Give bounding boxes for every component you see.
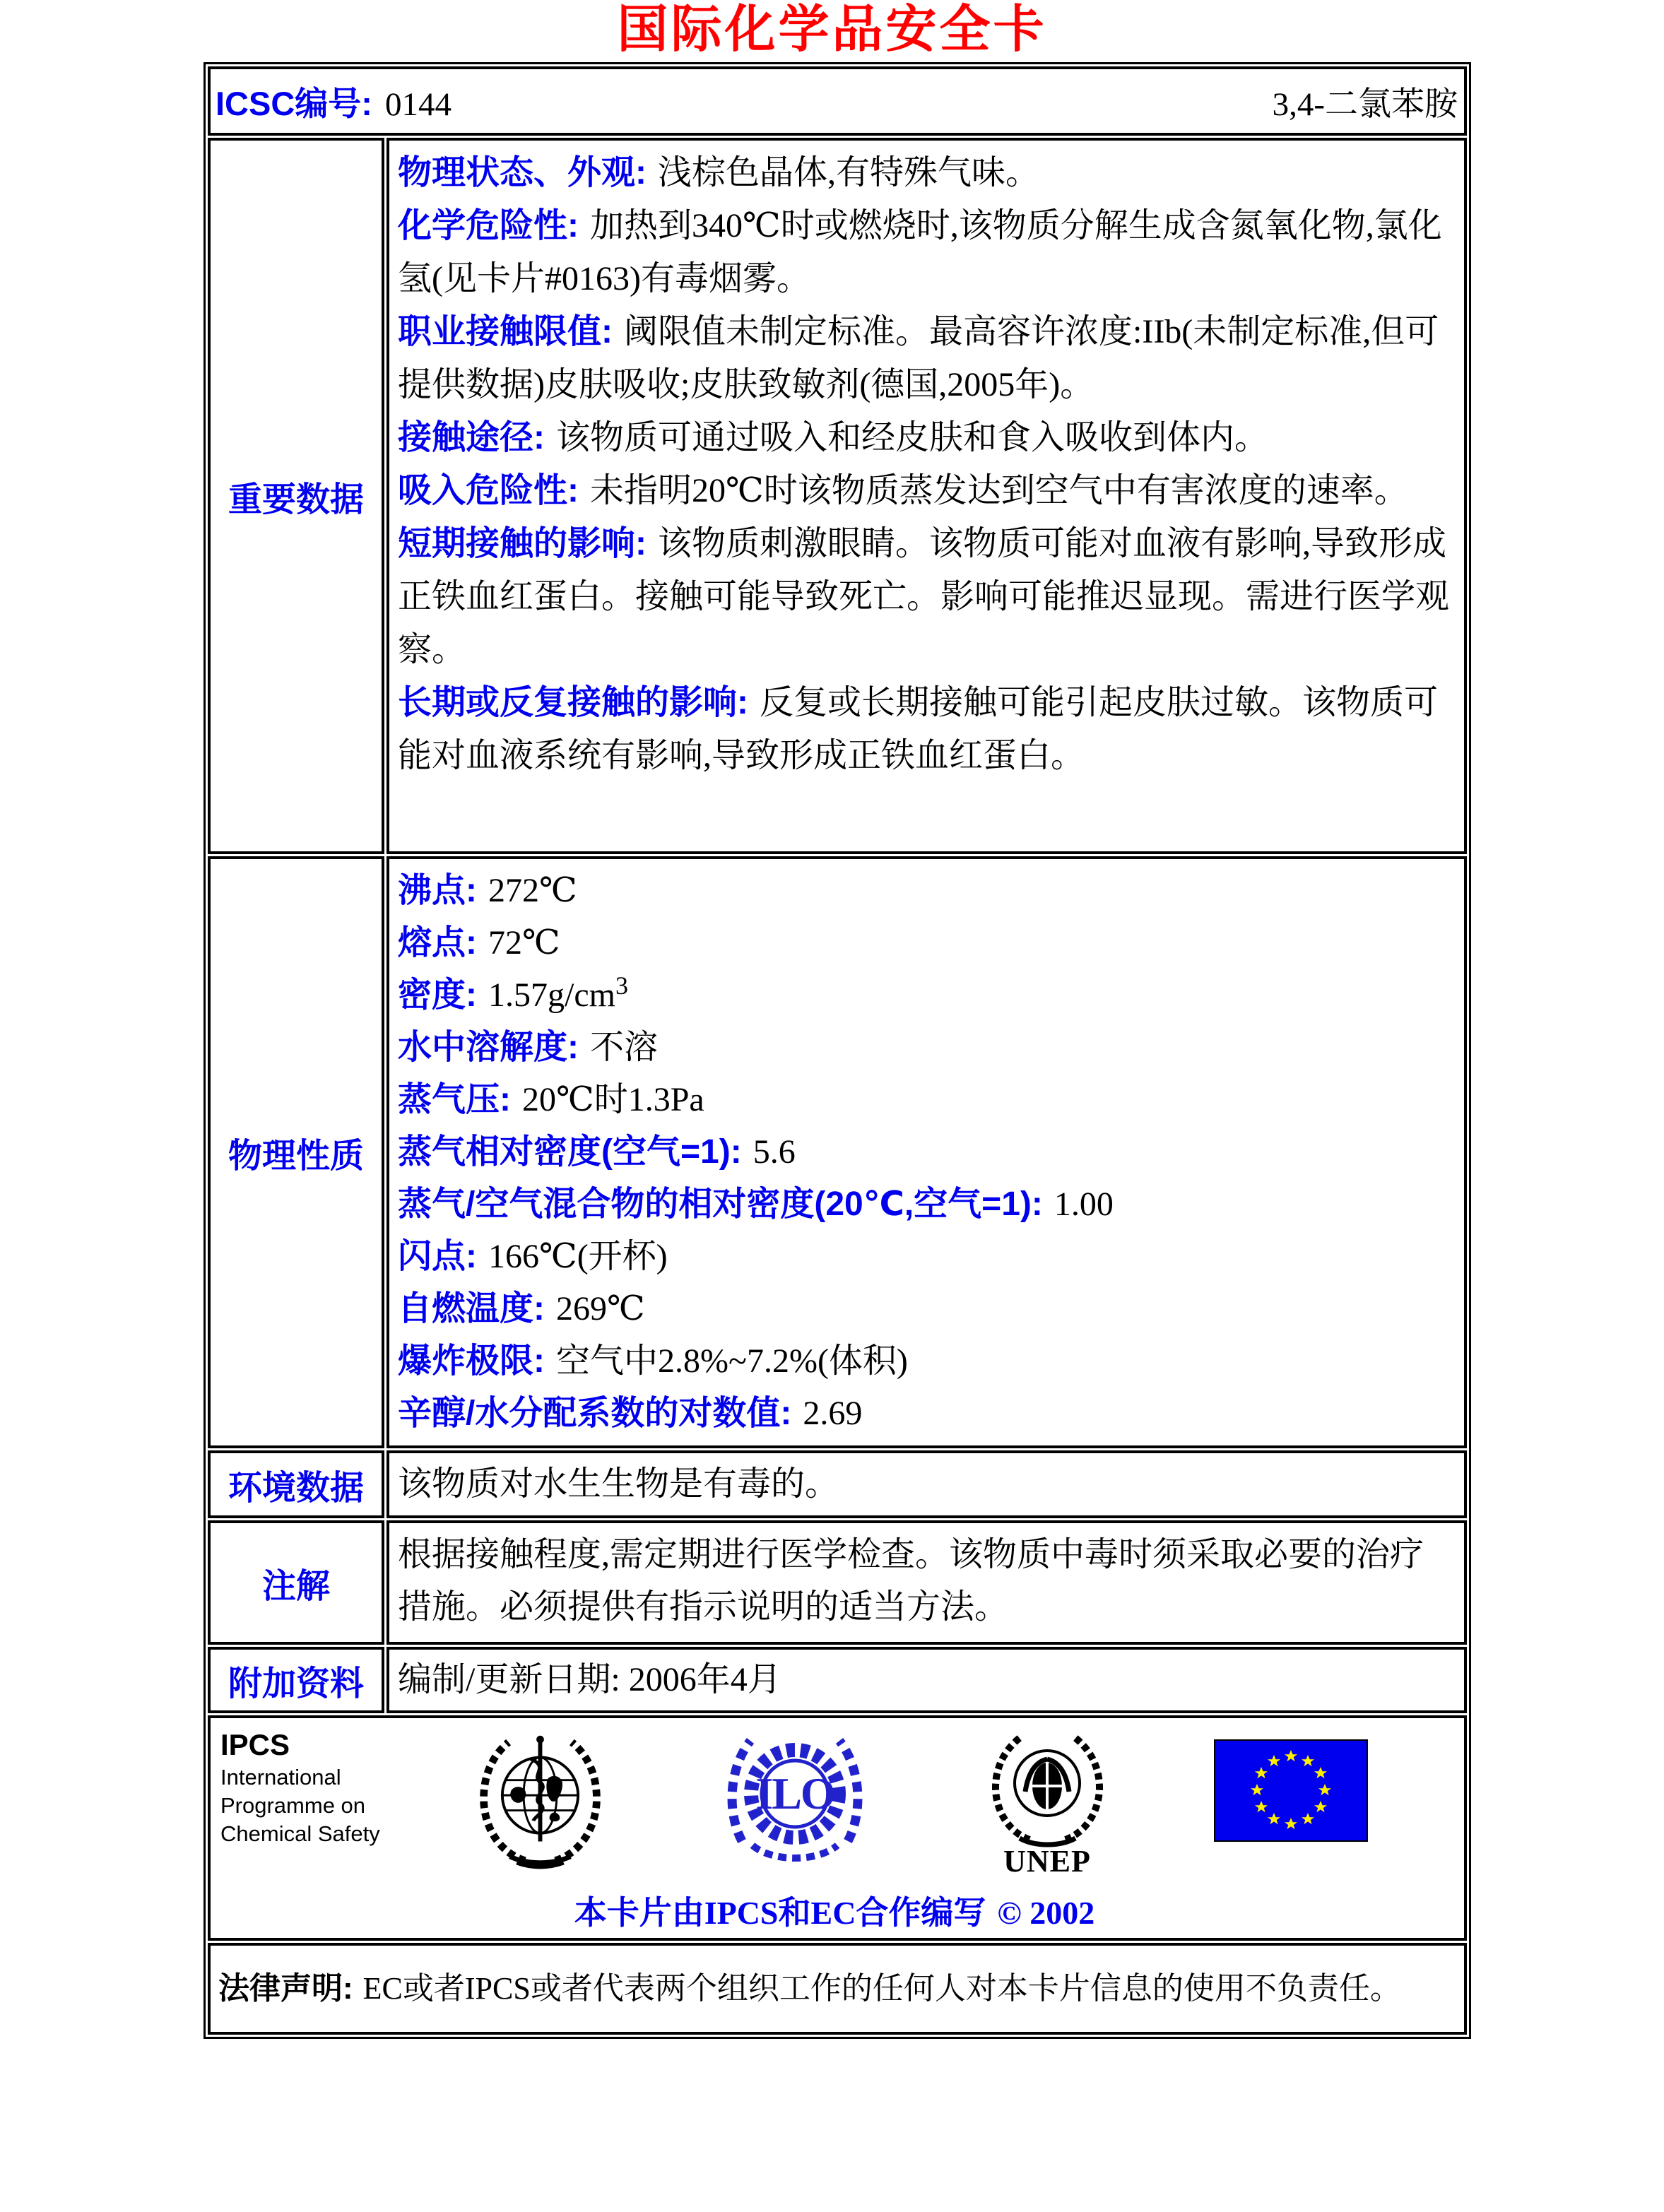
field-value: 不溶 — [590, 1029, 659, 1066]
field-value: 166℃(开杯) — [488, 1238, 668, 1275]
field-label: 接触途径: — [398, 419, 545, 456]
additional-info-row — [208, 1647, 1467, 1713]
field-label: 蒸气相对密度(空气=1): — [398, 1133, 742, 1171]
ilo-logo — [721, 1727, 869, 1871]
field-value: 72℃ — [488, 924, 560, 962]
credits-caption — [219, 1887, 1450, 1934]
card-header-row — [208, 66, 1467, 136]
field-value: 浅棕色晶体,有特殊气味。 — [658, 154, 1040, 191]
water-solubility — [398, 1022, 1453, 1074]
field-value: 反复或长期接触可能引起皮肤过敏。该物质可能对血液系统有影响,导致形成正铁血红蛋白。 — [398, 684, 1439, 774]
field-label: 物理状态、外观: — [398, 154, 647, 191]
chemical-dangers — [398, 199, 1453, 305]
field-label: 短期接触的影响: — [398, 525, 647, 562]
eu-flag — [1214, 1739, 1368, 1845]
update-date — [398, 1657, 1453, 1703]
field-label: 吸入危险性: — [398, 472, 579, 509]
environmental-data-content — [387, 1450, 1467, 1518]
icsc-number-label: ICSC编号: — [216, 84, 372, 122]
section-label-additional-info: 附加资料 — [208, 1647, 384, 1713]
page-title: 国际化学品安全卡 — [617, 1, 1047, 58]
flash-point — [398, 1231, 1453, 1283]
field-label: 爆炸极限: — [398, 1342, 545, 1380]
field-label: 密度: — [398, 976, 477, 1014]
unep-logo — [984, 1727, 1111, 1877]
density-exponent: 3 — [615, 971, 628, 1000]
notes-text: 根据接触程度,需定期进行医学检查。该物质中毒时须采取必要的治疗措施。必须提供有指示说明的适当方法。 — [398, 1536, 1424, 1626]
autoignition-temperature — [398, 1283, 1453, 1335]
field-label: 水中溶解度: — [398, 1029, 579, 1066]
field-value: 20℃时1.3Pa — [522, 1081, 704, 1118]
section-label-important-data: 重要数据 — [208, 138, 384, 854]
copyright-text: © 2002 — [997, 1895, 1095, 1931]
vapour-air-mixture-density — [398, 1178, 1453, 1231]
field-label: 蒸气/空气混合物的相对密度(20℃,空气=1): — [398, 1185, 1043, 1223]
ipcs-line-1: International — [220, 1765, 341, 1790]
field-value: 阈限值未制定标准。最高容许浓度:IIb(未制定标准,但可提供数据)皮肤吸收;皮肤致敏剂(德国,2005年)。 — [398, 313, 1439, 403]
ipcs-title: IPCS — [220, 1728, 290, 1761]
physical-properties-content — [387, 856, 1467, 1448]
field-value: 该物质可通过吸入和经皮肤和食入吸收到体内。 — [556, 419, 1269, 456]
field-value: 未指明20℃时该物质蒸发达到空气中有害浓度的速率。 — [590, 472, 1408, 509]
additional-info-content — [387, 1647, 1467, 1713]
section-label-physical-properties: 物理性质 — [208, 856, 384, 1448]
ilo-letters: ILO — [755, 1768, 834, 1818]
occupational-exposure-limits — [398, 305, 1453, 411]
credits-row — [208, 1715, 1467, 1941]
ipcs-line-3: Chemical Safety — [220, 1821, 380, 1846]
icsc-number-value: 0144 — [384, 85, 452, 123]
section-label-environmental-data: 环境数据 — [208, 1450, 384, 1518]
field-value: 空气中2.8%~7.2%(体积) — [556, 1342, 908, 1380]
physical-properties-row — [208, 856, 1467, 1448]
routes-of-exposure — [398, 411, 1453, 464]
long-term-exposure-effects — [398, 676, 1453, 782]
ipcs-line-2: Programme on — [220, 1793, 366, 1818]
field-label: 蒸气压: — [398, 1081, 511, 1118]
field-value: 272℃ — [488, 872, 577, 909]
legal-row — [208, 1943, 1467, 2035]
icsc-number-group — [216, 78, 452, 125]
field-label: 长期或反复接触的影响: — [398, 684, 748, 721]
field-label: 职业接触限值: — [398, 313, 613, 350]
chemical-name: 3,4-二氯苯胺 — [1272, 85, 1458, 123]
unep-label: UNEP — [1003, 1844, 1091, 1879]
legal-label: 法律声明: — [218, 1971, 353, 2006]
update-date-value: 2006年4月 — [628, 1661, 781, 1698]
legal-cell — [208, 1943, 1467, 2035]
inhalation-risk — [398, 464, 1453, 517]
field-value: 2.69 — [803, 1395, 863, 1432]
boiling-point — [398, 865, 1453, 917]
update-date-label: 编制/更新日期: — [398, 1661, 620, 1698]
octanol-water-partition — [398, 1388, 1453, 1440]
explosive-limits — [398, 1335, 1453, 1388]
vapour-pressure — [398, 1074, 1453, 1126]
short-term-exposure-effects — [398, 517, 1453, 676]
important-data-row — [208, 138, 1467, 854]
card-header-cell — [208, 66, 1467, 136]
safety-card-table — [203, 62, 1471, 2039]
notes-row — [208, 1520, 1467, 1645]
credits-cell — [208, 1715, 1467, 1941]
ipcs-text-block — [220, 1727, 401, 1848]
notes-content — [387, 1520, 1467, 1645]
field-value: 5.6 — [753, 1133, 796, 1171]
environmental-data-row — [208, 1450, 1467, 1518]
who-logo — [471, 1728, 609, 1873]
environmental-data-text: 该物质对水生生物是有毒的。 — [398, 1465, 839, 1503]
credits-caption-text: 本卡片由IPCS和EC合作编写 — [574, 1895, 986, 1931]
field-label: 闪点: — [398, 1238, 477, 1275]
field-label: 自燃温度: — [398, 1290, 545, 1327]
important-data-content — [387, 138, 1467, 854]
field-value: 1.00 — [1054, 1185, 1114, 1223]
field-label: 辛醇/水分配系数的对数值: — [398, 1395, 792, 1432]
field-value: 加热到340℃时或燃烧时,该物质分解生成含氮氧化物,氯化氢(见卡片#0163)有毒烟雾。 — [398, 207, 1442, 297]
melting-point — [398, 917, 1453, 969]
field-value: 该物质刺激眼睛。该物质可能对血液有影响,导致形成正铁血红蛋白。接触可能导致死亡。影响可能推迟显现。需进行医学观察。 — [398, 525, 1450, 668]
field-label: 熔点: — [398, 924, 477, 962]
field-value: 1.57g/cm — [488, 976, 615, 1014]
legal-text: EC或者IPCS或者代表两个组织工作的任何人对本卡片信息的使用不负责任。 — [362, 1971, 1401, 2006]
vapour-relative-density — [398, 1126, 1453, 1178]
field-label: 化学危险性: — [398, 207, 579, 244]
field-label: 沸点: — [398, 872, 477, 909]
section-label-notes: 注解 — [208, 1520, 384, 1645]
density — [398, 969, 1453, 1022]
physical-state-appearance — [398, 146, 1453, 199]
field-value: 269℃ — [556, 1290, 645, 1327]
